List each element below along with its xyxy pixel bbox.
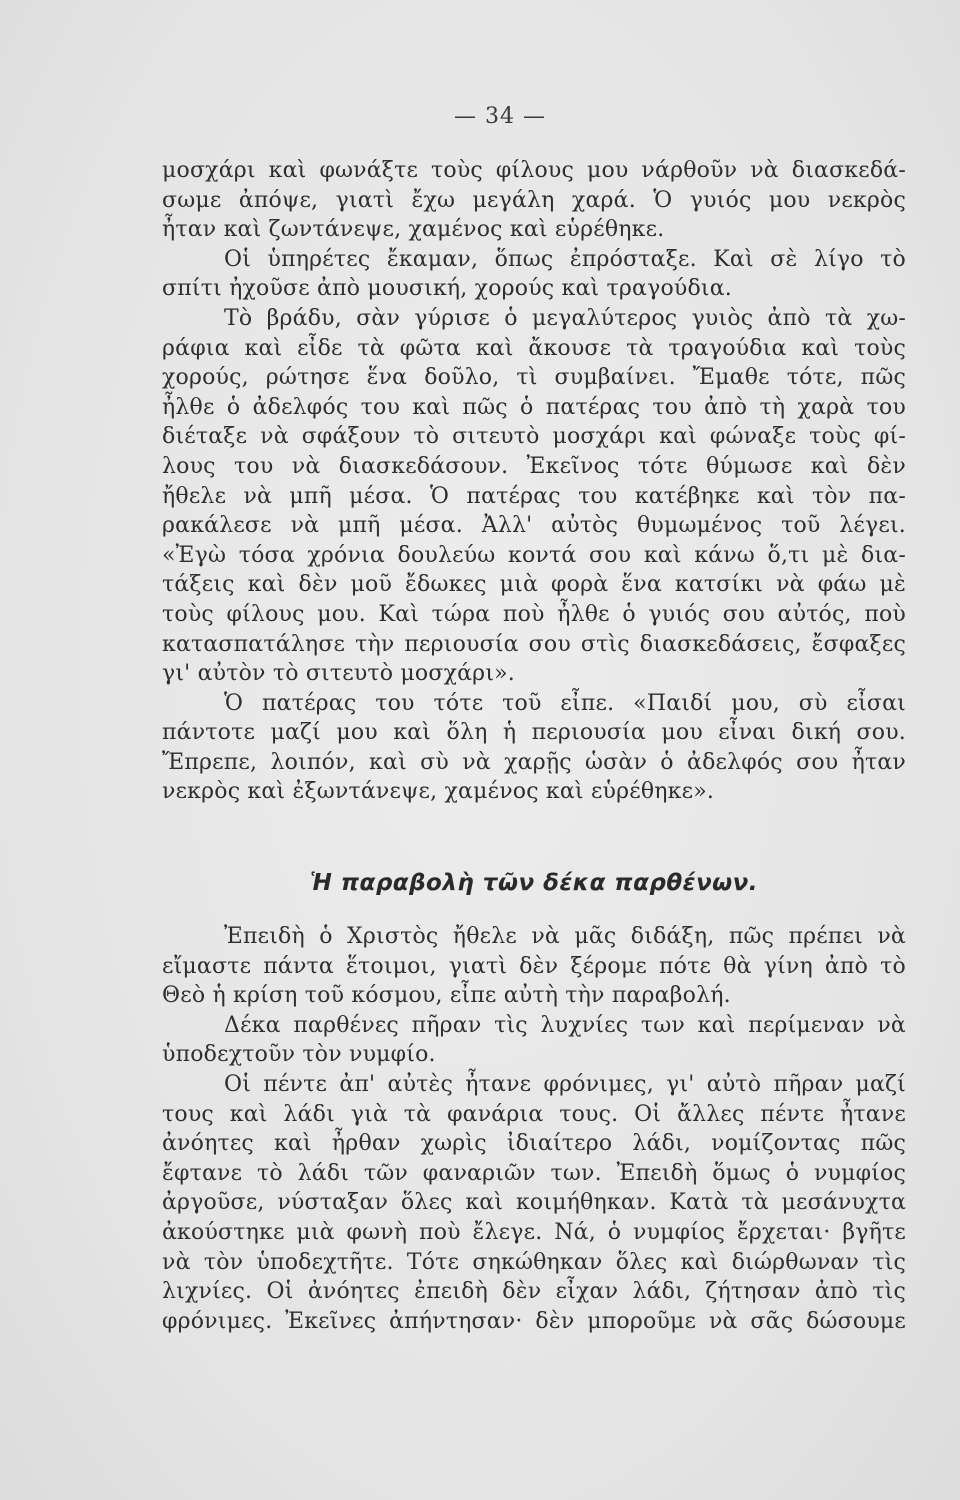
text-line: Οἱ πέντε ἀπ' αὐτὲς ἦτανε φρόνιμες, γι' αὐτὸ πῆραν μαζί bbox=[224, 1071, 906, 1097]
text-line: χορούς, ρώτησε ἕνα δοῦλο, τὶ συμβαίνει. Ἔμαθε τότε, πῶς bbox=[162, 365, 906, 391]
text-line: Ἔπρεπε, λοιπόν, καὶ σὺ νὰ χαρῇς ὡσὰν ὁ ἀδελφός σου ἦταν bbox=[162, 749, 906, 775]
text-line: μοσχάρι καὶ φωνάξτε τοὺς φίλους μου νάρθοῦν νὰ διασκεδά- bbox=[162, 158, 906, 183]
text-block-ten-virgins bbox=[162, 922, 906, 1336]
text-line: τάξεις καὶ δὲν μοῦ ἔδωκες μιὰ φορὰ ἕνα κατσίκι νὰ φάω μὲ bbox=[162, 572, 906, 598]
text-line: Τὸ βράδυ, σὰν γύρισε ὁ μεγαλύτερος γυιὸς ἀπὸ τὰ χω- bbox=[224, 305, 906, 331]
text-block-prodigal-son bbox=[162, 156, 906, 807]
text-line: λους του νὰ διασκεδάσουν. Ἐκεῖνος τότε θύμωσε καὶ δὲν bbox=[162, 453, 906, 479]
text-line: γι' αὐτὸν τὸ σιτευτὸ μοσχάρι». bbox=[162, 661, 515, 687]
text-line: ἀνόητες καὶ ἦρθαν χωρὶς ἰδιαίτερο λάδι, νομίζοντας πῶς bbox=[162, 1131, 906, 1157]
text-line: φρόνιμες. Ἐκεῖνες ἀπήντησαν· δὲν μποροῦμε νὰ σᾶς δώσουμε bbox=[162, 1308, 906, 1334]
text-line: κατασπατάλησε τὴν περιουσία σου στὶς διασκεδάσεις, ἔσφαξες bbox=[162, 631, 906, 657]
text-line: Οἱ ὑπηρέτες ἔκαμαν, ὅπως ἐπρόσταξε. Καὶ σὲ λίγο τὸ bbox=[224, 246, 906, 272]
text-line: ἦλθε ὁ ἀδελφός του καὶ πῶς ὁ πατέρας του ἀπὸ τὴ χαρὰ του bbox=[162, 394, 906, 420]
text-line: νεκρὸς καὶ ἐξωντάνεψε, χαμένος καὶ εὑρέθηκε». bbox=[162, 779, 715, 805]
text-line: σωμε ἀπόψε, γιατὶ ἔχω μεγάλη χαρά. Ὁ γυιός μου νεκρὸς bbox=[162, 187, 906, 213]
section-heading: Ἡ παραβολὴ τῶν δέκα παρθένων. bbox=[309, 870, 759, 896]
text-line: τοὺς φίλους μου. Καὶ τώρα ποὺ ἦλθε ὁ γυιός σου αὐτός, ποὺ bbox=[162, 601, 906, 627]
text-line: ρακάλεσε νὰ μπῆ μέσα. Ἀλλ' αὐτὸς θυμωμένος τοῦ λέγει. bbox=[162, 513, 906, 539]
text-line: ἀκούστηκε μιὰ φωνὴ ποὺ ἔλεγε. Νά, ὁ νυμφίος ἔρχεται· βγῆτε bbox=[162, 1219, 906, 1245]
text-line: ἔφτανε τὸ λάδι τῶν φαναριῶν των. Ἐπειδὴ ὅμως ὁ νυμφίος bbox=[162, 1160, 906, 1186]
text-line: Ὁ πατέρας του τότε τοῦ εἶπε. «Παιδί μου, σὺ εἶσαι bbox=[224, 690, 906, 716]
text-line: εἴμαστε πάντα ἕτοιμοι, γιατὶ δὲν ξέρομε πότε θὰ γίνη ἀπὸ τὸ bbox=[162, 953, 906, 979]
text-line: ἤθελε νὰ μπῆ μέσα. Ὁ πατέρας του κατέβηκε καὶ τὸν πα- bbox=[162, 483, 906, 509]
text-line: ὑποδεχτοῦν τὸν νυμφίο. bbox=[162, 1042, 436, 1068]
text-line: λιχνίες. Οἱ ἀνόητες ἐπειδὴ δὲν εἶχαν λάδι, ζήτησαν ἀπὸ τὶς bbox=[162, 1279, 906, 1305]
text-line: ἀργοῦσε, νύσταξαν ὅλες καὶ κοιμήθηκαν. Κατὰ τὰ μεσάνυχτα bbox=[162, 1190, 906, 1216]
text-line: διέταξε νὰ σφάξουν τὸ σιτευτὸ μοσχάρι καὶ φώναξε τοὺς φί- bbox=[162, 424, 906, 450]
text-line: Θεὸ ἡ κρίση τοῦ κόσμου, εἶπε αὐτὴ τὴν παραβολή. bbox=[162, 983, 731, 1009]
text-line: Δέκα παρθένες πῆραν τὶς λυχνίες των καὶ περίμεναν νὰ bbox=[224, 1012, 906, 1038]
text-line: ἦταν καὶ ζωντάνεψε, χαμένος καὶ εὑρέθηκε. bbox=[162, 217, 665, 243]
text-line: Ἐπειδὴ ὁ Χριστὸς ἤθελε νὰ μᾶς διδάξη, πῶς πρέπει νὰ bbox=[224, 924, 906, 949]
text-line: σπίτι ἠχοῦσε ἀπὸ μουσική, χορούς καὶ τραγούδια. bbox=[162, 276, 732, 302]
text-line: τους καὶ λάδι γιὰ τὰ φανάρια τους. Οἱ ἄλλες πέντε ἦτανε bbox=[162, 1101, 906, 1127]
text-line: ράφια καὶ εἶδε τὰ φῶτα καὶ ἄκουσε τὰ τραγούδια καὶ τοὺς bbox=[162, 335, 906, 361]
text-line: νὰ τὸν ὑποδεχτῆτε. Τότε σηκώθηκαν ὅλες καὶ διώρθωναν τὶς bbox=[162, 1249, 906, 1275]
page-number: — 34 — bbox=[454, 104, 546, 129]
text-line: πάντοτε μαζί μου καὶ ὅλη ἡ περιουσία μου εἶναι δική σου. bbox=[162, 720, 906, 746]
text-line: «Ἐγὼ τόσα χρόνια δουλεύω κοντά σου καὶ κάνω ὅ,τι μὲ δια- bbox=[162, 542, 906, 568]
